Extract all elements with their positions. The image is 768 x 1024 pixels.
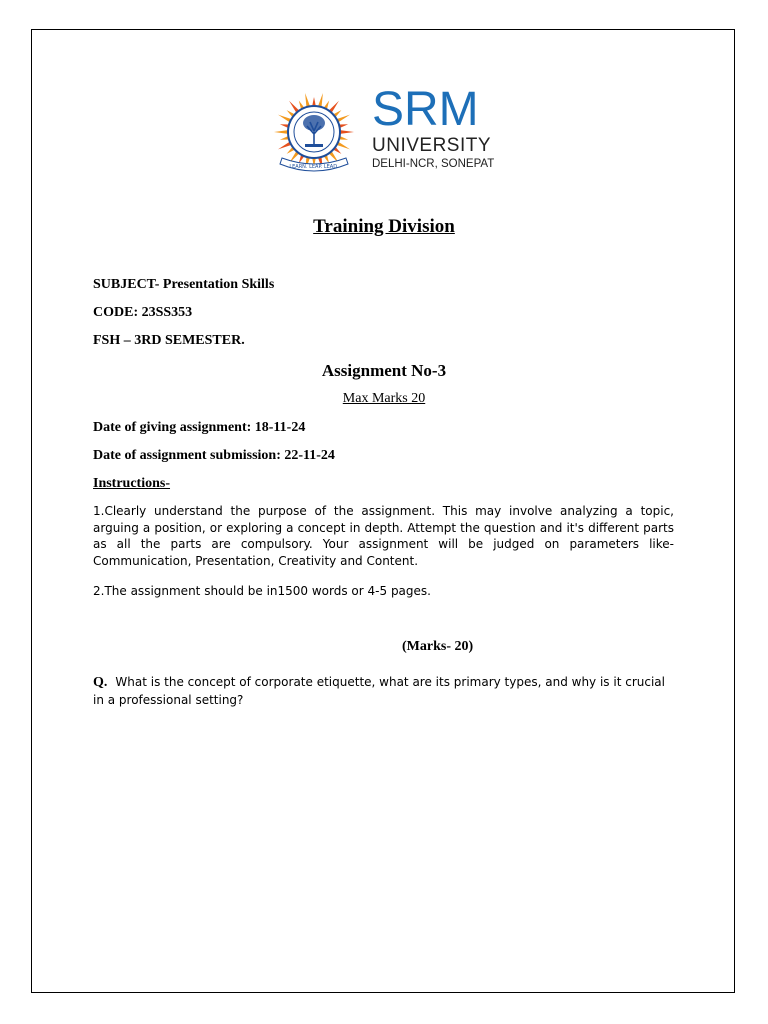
max-marks: Max Marks 20 [342, 391, 426, 406]
assignment-title: Assignment No-3 [321, 361, 447, 380]
semester-line: FSH – 3RD SEMESTER. [93, 333, 245, 348]
university-logo [266, 83, 502, 176]
logo-campus: DELHI-NCR, SONEPAT [372, 158, 495, 170]
marks-label: (Marks- 20) [402, 639, 474, 654]
logo-wordmark [372, 83, 502, 171]
logo-university: UNIVERSITY [372, 135, 492, 156]
sun-ray [318, 93, 323, 107]
sun-ray [312, 97, 316, 106]
instructions-heading: Instructions- [93, 476, 171, 491]
question [93, 674, 674, 708]
date-submission-line: Date of assignment submission: 22-11-24 [93, 448, 335, 463]
page-title: Training Division [313, 216, 455, 237]
instruction-item-1: 1.Clearly understand the purpose of the assignment. This may involve analyzing a topic, arguing a position, or exploring a concept in depth. Attempt the question and it's different parts as all the parts are compulsory. Your assignment will be judged on parameters like- Communication, Presentation, Creativity and Content. [93, 504, 674, 568]
date-given-line: Date of giving assignment: 18-11-24 [93, 420, 306, 435]
sun-ray [305, 93, 310, 107]
question-label: Q. [93, 675, 108, 690]
subject-line: SUBJECT- Presentation Skills [93, 277, 275, 292]
logo-name: SRM [372, 83, 479, 136]
svg-text:LEARN. LEAP. LEAD.: LEARN. LEAP. LEAD. [289, 164, 339, 170]
question-text: What is the concept of corporate etiquette, what are its primary types, and why is it crucial in a professional setting? [93, 675, 665, 707]
instruction-item-2: 2.The assignment should be in1500 words or 4-5 pages. [93, 584, 431, 598]
code-line: CODE: 23SS353 [93, 305, 193, 320]
sun-ray [340, 130, 354, 134]
sun-ray [274, 130, 288, 134]
sun-seal-icon [266, 90, 362, 176]
